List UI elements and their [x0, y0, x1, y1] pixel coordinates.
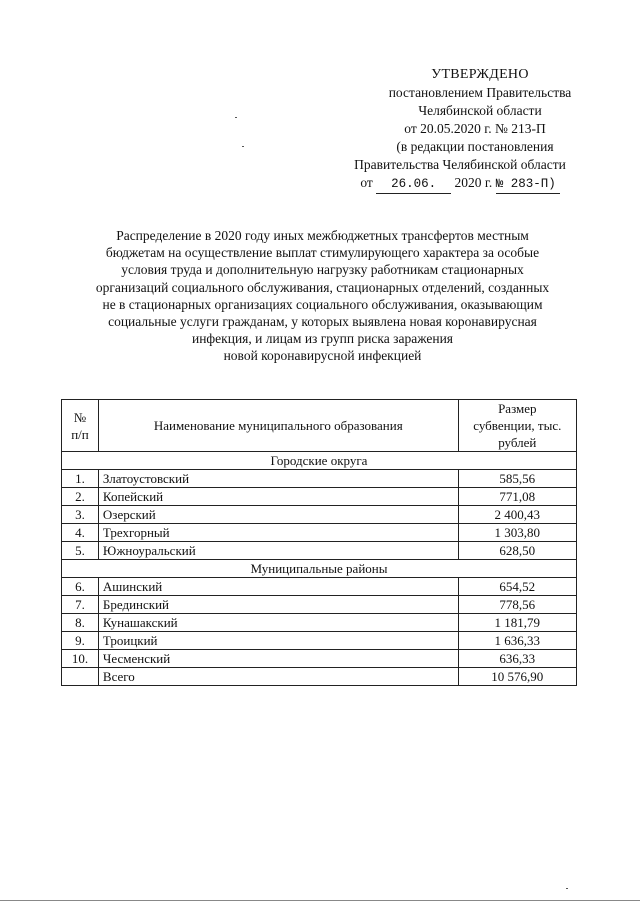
table-row: [62, 524, 577, 542]
section-title: Муниципальные районы: [62, 560, 577, 578]
row-value: 2 400,43: [458, 506, 576, 524]
approval-line-4: (в редакции постановления: [396, 139, 554, 154]
table-row: [62, 470, 577, 488]
table-body: [62, 452, 577, 686]
table-row: [62, 488, 577, 506]
row-value: 771,08: [458, 488, 576, 506]
section-row: [62, 560, 577, 578]
row-number: 9.: [62, 632, 99, 650]
header-num: [62, 400, 99, 452]
header-value-text: Размер субвенции, тыс. рублей: [473, 401, 562, 450]
scan-speck: [235, 117, 237, 118]
table-row: [62, 614, 577, 632]
total-value: 10 576,90: [458, 668, 576, 686]
row-number: 4.: [62, 524, 99, 542]
scan-speck: [242, 146, 244, 147]
table-row: [62, 506, 577, 524]
amendment-year: 2020 г.: [454, 175, 493, 190]
row-name: Златоустовский: [98, 470, 458, 488]
total-empty-cell: [62, 668, 99, 686]
approval-amendment-line: [330, 174, 590, 194]
table-row: [62, 542, 577, 560]
amendment-number: № 283-П): [496, 175, 560, 194]
header-value: [458, 400, 576, 452]
row-number: 5.: [62, 542, 99, 560]
approval-line-5: Правительства Челябинской области: [354, 157, 566, 172]
row-name: Брединский: [98, 596, 458, 614]
row-value: 628,50: [458, 542, 576, 560]
scan-speck: [566, 888, 568, 889]
title-line: не в стационарных организациях социального обслуживания, оказывающим: [102, 296, 543, 312]
row-value: 778,56: [458, 596, 576, 614]
title-line: бюджетам на осуществление выплат стимулирующего характера за особые: [105, 245, 540, 261]
row-name: Кунашакский: [98, 614, 458, 632]
header-num-text: № п/п: [71, 409, 89, 442]
title-line: Распределение в 2020 году иных межбюджетных трансфертов местным: [116, 228, 529, 243]
title-line: инфекция, и лицам из групп риска заражения: [191, 331, 454, 347]
row-value: 1 181,79: [458, 614, 576, 632]
approval-line-1: постановлением Правительства: [388, 85, 572, 100]
header-name: Наименование муниципального образования: [98, 400, 458, 452]
title-line: социальные услуги гражданам, у которых выявлена новая коронавирусная: [108, 314, 537, 330]
row-value: 654,52: [458, 578, 576, 596]
date-prefix: от: [360, 175, 373, 190]
subsidy-table: [61, 399, 577, 686]
approval-stamp: [330, 66, 590, 194]
approval-title: УТВЕРЖДЕНО: [431, 67, 529, 82]
row-number: 8.: [62, 614, 99, 632]
row-number: 10.: [62, 650, 99, 668]
title-line: новой коронавирусной инфекцией: [223, 348, 422, 364]
row-value: 1 636,33: [458, 632, 576, 650]
row-number: 2.: [62, 488, 99, 506]
scan-edge-line: [0, 900, 640, 901]
row-name: Ашинский: [98, 578, 458, 596]
table-row: [62, 650, 577, 668]
row-number: 6.: [62, 578, 99, 596]
row-name: Копейский: [98, 488, 458, 506]
approval-line-2: Челябинской области: [418, 103, 542, 118]
total-row: [62, 668, 577, 686]
row-name: Троицкий: [98, 632, 458, 650]
row-number: 3.: [62, 506, 99, 524]
title-line: условия труда и дополнительную нагрузку работникам стационарных: [121, 262, 524, 278]
row-name: Южноуральский: [98, 542, 458, 560]
table-header-row: [62, 400, 577, 452]
section-row: [62, 452, 577, 470]
table-row: [62, 596, 577, 614]
row-name: Чесменский: [98, 650, 458, 668]
row-number: 7.: [62, 596, 99, 614]
approval-line-3: от 20.05.2020 г. № 213-П: [404, 121, 546, 136]
row-value: 1 303,80: [458, 524, 576, 542]
title-line: организаций социального обслуживания, стационарных отделений, созданных: [95, 279, 550, 295]
row-name: Трехгорный: [98, 524, 458, 542]
table-row: [62, 632, 577, 650]
row-value: 585,56: [458, 470, 576, 488]
row-value: 636,33: [458, 650, 576, 668]
row-number: 1.: [62, 470, 99, 488]
document-title: [75, 227, 570, 365]
table-row: [62, 578, 577, 596]
row-name: Озерский: [98, 506, 458, 524]
amendment-date: 26.06.: [376, 175, 451, 194]
total-label: Всего: [98, 668, 458, 686]
section-title: Городские округа: [62, 452, 577, 470]
